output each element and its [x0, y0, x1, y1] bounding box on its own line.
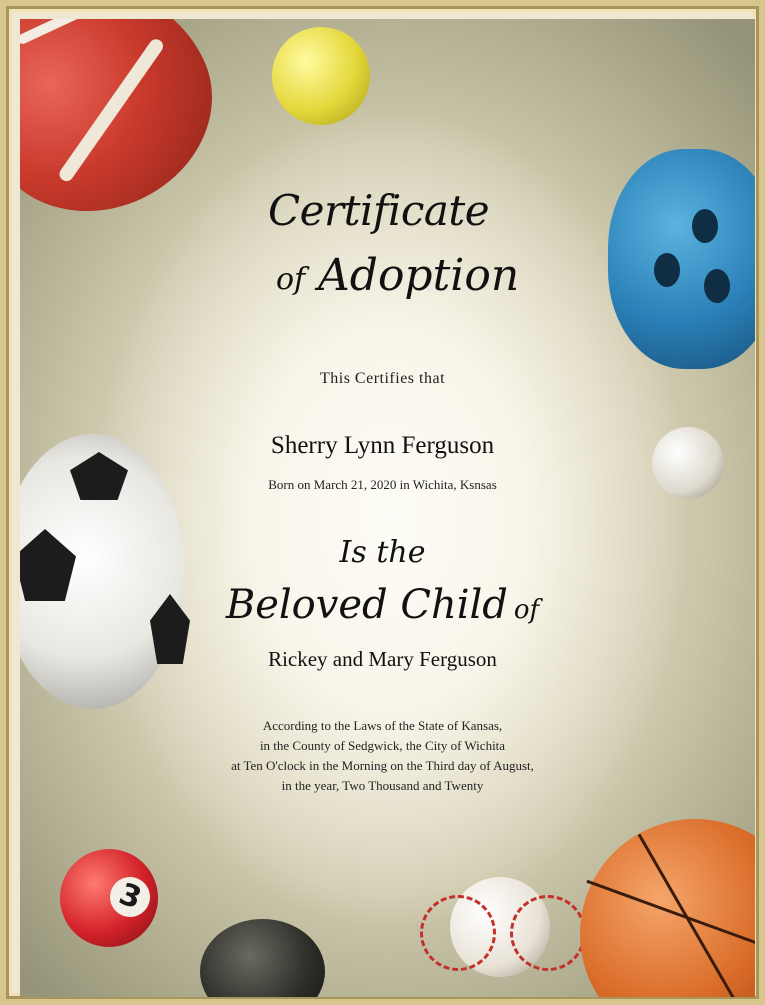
is-the-text: Is the — [339, 535, 426, 570]
beloved-child-line — [0, 582, 765, 628]
billiard-number: 3 — [104, 871, 155, 922]
legal-statement — [0, 716, 765, 796]
born-text: Born on March 21, 2020 in Wichita, Ksnsas — [268, 477, 497, 492]
legal-line: According to the Laws of the State of Kansas, — [262, 718, 503, 733]
title-adoption: Adoption — [318, 250, 520, 301]
beloved-child-text: Beloved Child — [225, 582, 508, 628]
legal-line: in the County of Sedgwick, the City of Wichita — [259, 738, 506, 753]
title-certificate: Certificate — [268, 186, 490, 235]
parents-names: Rickey and Mary Ferguson — [268, 647, 497, 671]
certifies-text: This Certifies that — [319, 370, 446, 387]
legal-line: at Ten O'clock in the Morning on the Third day of August, — [231, 758, 534, 773]
beloved-of-text: of — [513, 595, 540, 625]
title-of: of — [276, 262, 306, 297]
legal-line: in the year, Two Thousand and Twenty — [281, 778, 484, 793]
child-name: Sherry Lynn Ferguson — [270, 432, 495, 459]
